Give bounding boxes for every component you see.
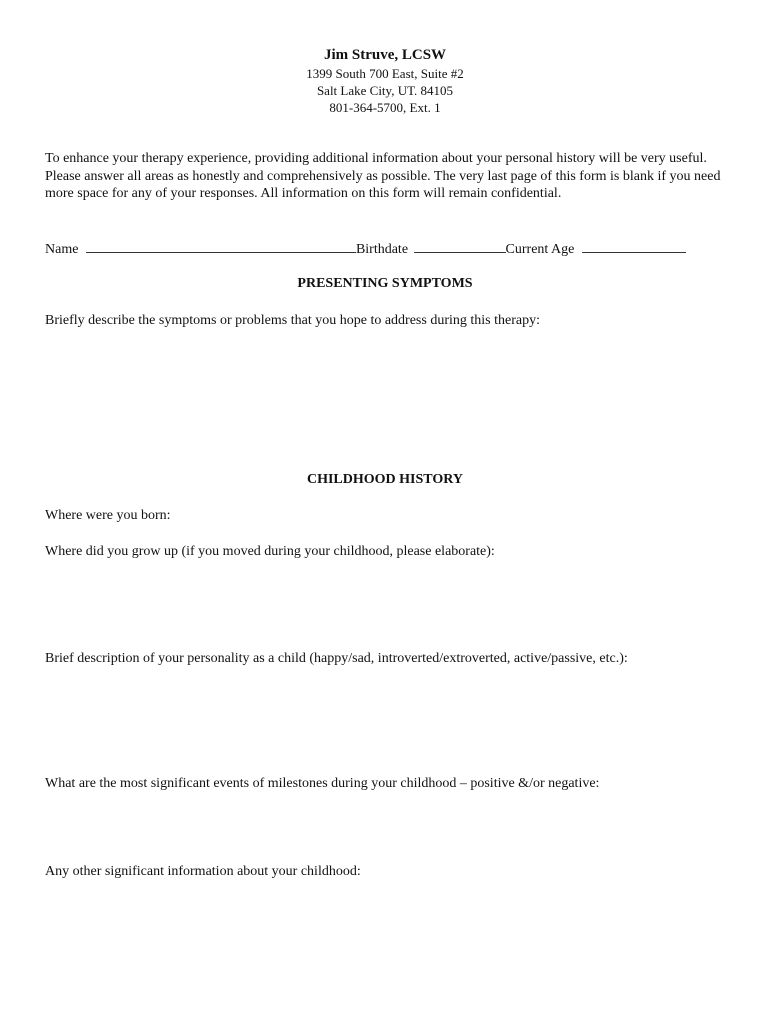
- identification-line: [45, 239, 686, 259]
- address-line-2: Salt Lake City, UT. 84105: [316, 83, 454, 98]
- birthplace-question: Where were you born:: [45, 508, 171, 523]
- intro-paragraph: To enhance your therapy experience, providing additional information about your personal history will be very useful. Please answer all areas as honestly and comprehensively as possible. The very last page of this form is blank if you need more space for any of your responses. All information on this form will remain confidential.: [45, 151, 721, 201]
- childhood-history-heading: CHILDHOOD HISTORY: [306, 472, 463, 487]
- current-age-field[interactable]: [582, 239, 686, 253]
- name-field[interactable]: [86, 239, 356, 253]
- childhood-events-question: What are the most significant events of milestones during your childhood – positive &/or negative:: [45, 776, 600, 791]
- therapist-name: Jim Struve, LCSW: [323, 47, 447, 63]
- childhood-other-info-question: Any other significant information about your childhood:: [45, 864, 361, 879]
- birthdate-field[interactable]: [414, 239, 506, 253]
- grow-up-question: Where did you grow up (if you moved during your childhood, please elaborate):: [45, 544, 495, 559]
- letterhead: [0, 46, 770, 116]
- birthdate-label: Birthdate: [355, 242, 409, 257]
- presenting-symptoms-heading: PRESENTING SYMPTOMS: [297, 276, 473, 291]
- current-age-label: Current Age: [505, 242, 575, 257]
- symptoms-question: Briefly describe the symptoms or problems that you hope to address during this therapy:: [45, 313, 540, 328]
- childhood-personality-question: Brief description of your personality as a child (happy/sad, introverted/extroverted, active/passive, etc.):: [45, 651, 628, 666]
- name-label: Name: [45, 242, 79, 257]
- phone-number: 801-364-5700, Ext. 1: [329, 100, 441, 115]
- address-line-1: 1399 South 700 East, Suite #2: [306, 66, 464, 81]
